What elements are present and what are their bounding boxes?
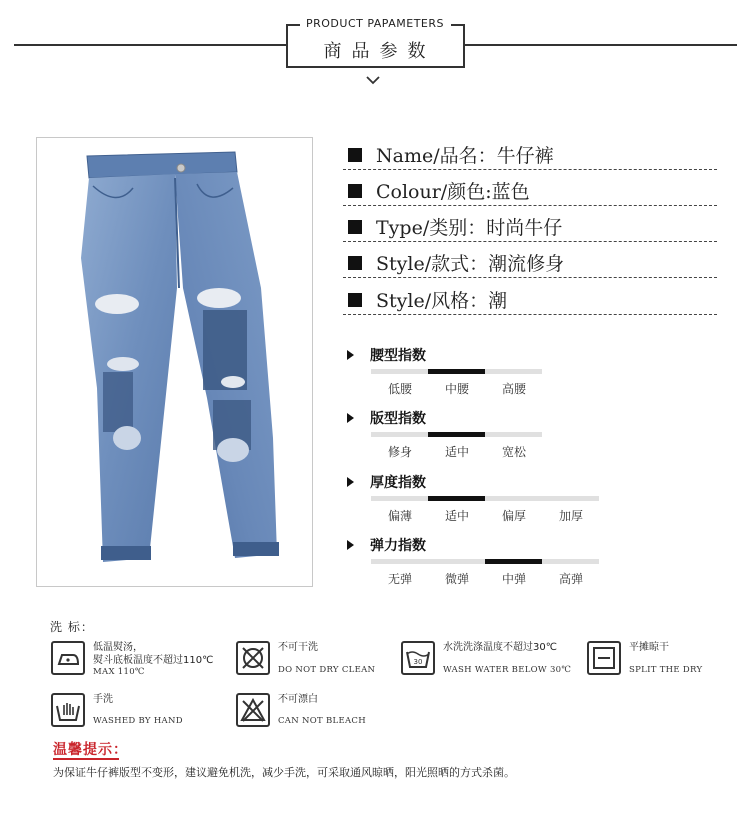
index-fit: [347, 409, 607, 459]
hand-wash-icon: [51, 693, 85, 727]
no-dry-clean-icon: [236, 641, 270, 675]
index-selected-segment: [428, 369, 485, 374]
param-type-label: Type/类别：时尚牛仔: [376, 217, 563, 239]
wash-30-icon: [401, 641, 435, 675]
index-selected-segment: [485, 559, 542, 564]
index-option: 加厚: [558, 509, 583, 523]
index-option: 适中: [444, 445, 469, 459]
care-no-bleach-en: CAN NOT BLEACH: [278, 716, 366, 726]
care-flat-dry-cn: 平摊晾干: [629, 642, 669, 653]
index-option: 中腰: [444, 382, 469, 396]
index-thickness: [347, 473, 607, 523]
index-title: 版型指数: [370, 411, 426, 427]
bullet-square-icon: [348, 220, 362, 234]
play-arrow-icon: [347, 540, 354, 550]
care-hand-wash-cn: 手洗: [93, 694, 113, 705]
care-no-dry-clean-cn: 不可干洗: [278, 642, 318, 653]
index-option: 修身: [387, 445, 412, 459]
bullet-square-icon: [348, 184, 362, 198]
care-no-dry-clean-en: DO NOT DRY CLEAN: [278, 665, 376, 675]
chevron-down-icon: [366, 74, 380, 88]
index-option: 宽松: [501, 445, 526, 459]
index-option: 高腰: [501, 382, 526, 396]
index-option: 适中: [444, 509, 469, 523]
tip-text: 为保证牛仔裤版型不变形，建议避免机洗，减少手洗，可采取通风晾晒，阳光照晒的方式杀菌。: [53, 766, 515, 779]
care-hand-wash-en: WASHED BY HAND: [93, 716, 183, 726]
tip-underline: [53, 758, 119, 760]
care-no-bleach-cn: 不可漂白: [278, 694, 318, 705]
index-option: 无弹: [387, 572, 412, 586]
index-waist: [347, 346, 607, 396]
care-wash-30-cn: 水洗洗涤温度不超过30℃: [443, 642, 557, 653]
param-name: [343, 140, 717, 170]
care-wash-30-en: WASH WATER BELOW 30℃: [443, 665, 572, 675]
index-selected-segment: [428, 432, 485, 437]
product-photo: [36, 137, 313, 587]
index-title: 弹力指数: [370, 538, 426, 554]
no-bleach-icon: [236, 693, 270, 727]
play-arrow-icon: [347, 413, 354, 423]
play-arrow-icon: [347, 350, 354, 360]
care-flat-dry-en: SPLIT THE DRY: [629, 665, 703, 675]
index-bar: [371, 369, 542, 374]
index-option: 高弹: [558, 572, 583, 586]
index-bar: [371, 432, 542, 437]
index-bar: [371, 559, 599, 564]
index-option: 偏厚: [501, 509, 526, 523]
care-iron-cn-2: 熨斗底板温度不超过110℃: [93, 655, 214, 666]
flat-dry-icon: [587, 641, 621, 675]
care-title: 洗 标：: [50, 620, 94, 634]
care-iron-en: MAX 110℃: [93, 667, 145, 677]
index-title: 厚度指数: [370, 475, 426, 491]
param-style-2-label: Style/风格：潮: [376, 290, 508, 312]
index-option: 偏薄: [387, 509, 412, 523]
header-rule-left: [14, 44, 286, 46]
care-iron-cn-1: 低温熨汤，: [93, 642, 143, 653]
index-option: 微弹: [444, 572, 469, 586]
tip-title: 温馨提示：: [53, 742, 128, 758]
index-bar: [371, 496, 599, 501]
bullet-square-icon: [348, 256, 362, 270]
param-name-label: Name/品名：牛仔裤: [376, 145, 554, 167]
bullet-square-icon: [348, 148, 362, 162]
param-colour: [343, 176, 717, 206]
param-style-2: [343, 285, 717, 315]
param-colour-label: Colour/颜色:蓝色: [376, 181, 530, 203]
index-selected-segment: [428, 496, 485, 501]
index-stretch: [347, 536, 607, 586]
play-arrow-icon: [347, 477, 354, 487]
index-option: 低腰: [387, 382, 412, 396]
header-title-cn: 商品参数: [323, 41, 436, 62]
svg-text:30: 30: [413, 658, 423, 666]
jeans-illustration: [37, 138, 313, 587]
param-style-label: Style/款式：潮流修身: [376, 253, 565, 275]
header-rule-right: [465, 44, 737, 46]
bullet-square-icon: [348, 293, 362, 307]
param-type: [343, 212, 717, 242]
iron-low-temp-icon: [51, 641, 85, 675]
index-option: 中弹: [501, 572, 526, 586]
param-style: [343, 248, 717, 278]
header-title-en: PRODUCT PAPAMETERS: [300, 17, 450, 30]
index-title: 腰型指数: [370, 348, 426, 364]
